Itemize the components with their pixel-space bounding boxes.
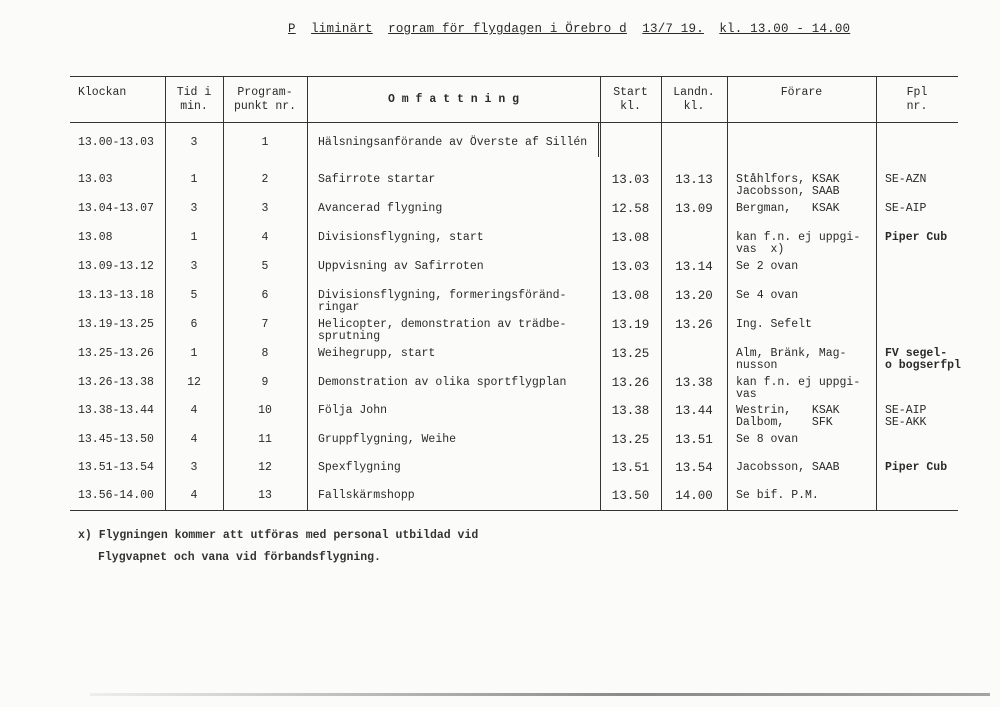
cell-omfattning: Weihegrupp, start xyxy=(318,347,436,360)
header-landn-line1: Landn. xyxy=(673,86,715,99)
cell-forare: Westrin, KSAK Dalbom, SFK xyxy=(736,404,840,429)
cell-klockan: 13.19-13.25 xyxy=(78,318,154,331)
cell-landning: 13.14 xyxy=(675,260,713,274)
cell-fpl: SE-AIP xyxy=(885,202,927,215)
cell-programpunkt: 4 xyxy=(261,231,269,244)
footnote-line2: Flygvapnet och vana vid förbandsflygning. xyxy=(98,551,381,564)
cell-klockan: 13.56-14.00 xyxy=(78,489,154,502)
header-omfattning: O m f a t t n i n g xyxy=(387,93,520,106)
header-fpl-line1: Fpl xyxy=(906,86,928,99)
cell-klockan: 13.26-13.38 xyxy=(78,376,154,389)
column-divider xyxy=(598,122,599,157)
cell-klockan: 13.08 xyxy=(78,231,113,244)
cell-klockan: 13.51-13.54 xyxy=(78,461,154,474)
cell-forare: Bergman, KSAK xyxy=(736,202,840,215)
cell-start: 13.19 xyxy=(611,318,650,332)
table-top-rule xyxy=(70,76,958,77)
cell-tid: 3 xyxy=(190,136,198,149)
header-tid-line2: min. xyxy=(180,100,208,113)
cell-omfattning: Uppvisning av Safirroten xyxy=(318,260,484,273)
cell-fpl: SE-AZN xyxy=(885,173,927,186)
cell-fpl: SE-AIP SE-AKK xyxy=(885,404,927,429)
footnote-line1: x) Flygningen kommer att utföras med personal utbildad vid xyxy=(78,529,479,542)
cell-tid: 5 xyxy=(190,289,198,302)
cell-tid: 3 xyxy=(190,202,198,215)
cell-start: 13.51 xyxy=(611,461,650,475)
cell-klockan: 13.25-13.26 xyxy=(78,347,154,360)
header-start-line1: Start xyxy=(613,86,648,99)
header-forare: Förare xyxy=(780,86,823,99)
cell-programpunkt: 12 xyxy=(258,461,272,474)
title-part2: rogram för flygdagen i Örebro d xyxy=(388,22,627,36)
cell-start: 13.50 xyxy=(611,489,650,503)
cell-forare: Alm, Bränk, Mag- nusson xyxy=(736,347,847,372)
cell-start: 13.03 xyxy=(611,260,650,274)
cell-omfattning: Gruppflygning, Weihe xyxy=(318,433,457,446)
cell-tid: 1 xyxy=(190,173,198,186)
cell-forare: Se 4 ovan xyxy=(736,289,799,302)
cell-forare: Se 2 ovan xyxy=(736,260,799,273)
header-start-line2: kl. xyxy=(620,100,641,113)
cell-klockan: 13.00-13.03 xyxy=(78,136,154,149)
cell-landning: 13.51 xyxy=(675,433,713,447)
cell-omfattning: Safirrote startar xyxy=(318,173,436,186)
cell-programpunkt: 2 xyxy=(261,173,269,186)
cell-programpunkt: 9 xyxy=(261,376,269,389)
cell-landning: 13.44 xyxy=(675,404,713,418)
cell-start: 13.08 xyxy=(611,289,650,303)
cell-klockan: 13.09-13.12 xyxy=(78,260,154,273)
cell-programpunkt: 6 xyxy=(261,289,269,302)
cell-klockan: 13.38-13.44 xyxy=(78,404,154,417)
cell-programpunkt: 8 xyxy=(261,347,269,360)
cell-tid: 1 xyxy=(190,347,198,360)
header-tid-line1: Tid i xyxy=(176,86,212,99)
cell-start: 13.08 xyxy=(611,231,650,245)
cell-omfattning: Divisionsflygning, start xyxy=(318,231,484,244)
cell-start: 13.25 xyxy=(611,347,650,361)
column-divider xyxy=(727,76,728,510)
header-prog-line1: Program- xyxy=(237,86,293,99)
cell-landning: 13.13 xyxy=(675,173,713,187)
cell-tid: 3 xyxy=(190,260,198,273)
cell-start: 13.26 xyxy=(611,376,650,390)
cell-programpunkt: 11 xyxy=(258,433,272,446)
header-klockan: Klockan xyxy=(78,86,127,99)
cell-programpunkt: 7 xyxy=(261,318,269,331)
cell-klockan: 13.45-13.50 xyxy=(78,433,154,446)
cell-start: 13.25 xyxy=(611,433,650,447)
cell-klockan: 13.03 xyxy=(78,173,113,186)
column-divider xyxy=(876,76,877,510)
cell-forare: kan f.n. ej uppgi- vas x) xyxy=(736,231,861,256)
cell-omfattning: Följa John xyxy=(318,404,388,417)
cell-start: 13.03 xyxy=(611,173,650,187)
cell-fpl: Piper Cub xyxy=(885,461,948,474)
table-bottom-rule xyxy=(70,510,958,511)
header-bottom-rule xyxy=(70,122,958,123)
header-fpl-line2: nr. xyxy=(906,100,928,113)
cell-tid: 4 xyxy=(190,433,198,446)
scan-artifact xyxy=(90,693,990,696)
cell-start: 13.38 xyxy=(611,404,650,418)
cell-tid: 12 xyxy=(187,376,201,389)
cell-forare: Ståhlfors, KSAK Jacobsson, SAAB xyxy=(736,173,840,198)
cell-landning: 13.26 xyxy=(675,318,713,332)
cell-omfattning: Divisionsflygning, formeringsföränd- ringar xyxy=(318,289,567,314)
cell-landning: 13.20 xyxy=(675,289,713,303)
title-part1: liminärt xyxy=(311,22,373,36)
cell-omfattning: Avancerad flygning xyxy=(318,202,443,215)
cell-forare: Jacobsson, SAAB xyxy=(736,461,840,474)
cell-omfattning: Fallskärmshopp xyxy=(318,489,415,502)
cell-tid: 6 xyxy=(190,318,198,331)
cell-tid: 4 xyxy=(190,404,198,417)
cell-programpunkt: 13 xyxy=(258,489,272,502)
title-prefix: P xyxy=(288,22,296,36)
cell-landning: 13.38 xyxy=(675,376,713,390)
cell-omfattning: Hälsningsanförande av Överste af Sillén xyxy=(318,136,588,149)
cell-tid: 4 xyxy=(190,489,198,502)
cell-tid: 1 xyxy=(190,231,198,244)
cell-fpl: Piper Cub xyxy=(885,231,948,244)
cell-forare: Ing. Sefelt xyxy=(736,318,812,331)
cell-forare: kan f.n. ej uppgi- vas xyxy=(736,376,861,401)
cell-programpunkt: 5 xyxy=(261,260,269,273)
cell-landning: 14.00 xyxy=(675,489,713,503)
cell-programpunkt: 10 xyxy=(258,404,272,417)
cell-landning: 13.09 xyxy=(675,202,713,216)
title-time: kl. 13.00 - 14.00 xyxy=(719,22,851,36)
cell-programpunkt: 1 xyxy=(261,136,269,149)
cell-tid: 3 xyxy=(190,461,198,474)
document-title xyxy=(288,22,850,36)
cell-forare: Se 8 ovan xyxy=(736,433,799,446)
cell-omfattning: Helicopter, demonstration av trädbe- sprutning xyxy=(318,318,567,343)
header-prog-line2: punkt nr. xyxy=(233,100,297,113)
column-divider xyxy=(307,76,308,510)
cell-klockan: 13.13-13.18 xyxy=(78,289,154,302)
header-landn-line2: kl. xyxy=(683,100,705,113)
cell-omfattning: Demonstration av olika sportflygplan xyxy=(318,376,567,389)
cell-landning: 13.54 xyxy=(675,461,713,475)
cell-programpunkt: 3 xyxy=(261,202,269,215)
cell-omfattning: Spexflygning xyxy=(318,461,401,474)
cell-forare: Se bif. P.M. xyxy=(736,489,819,502)
title-date: 13/7 19. xyxy=(642,22,704,36)
cell-klockan: 13.04-13.07 xyxy=(78,202,154,215)
cell-start: 12.58 xyxy=(611,202,650,216)
cell-fpl: FV segel- o bogserfpl xyxy=(885,347,961,372)
